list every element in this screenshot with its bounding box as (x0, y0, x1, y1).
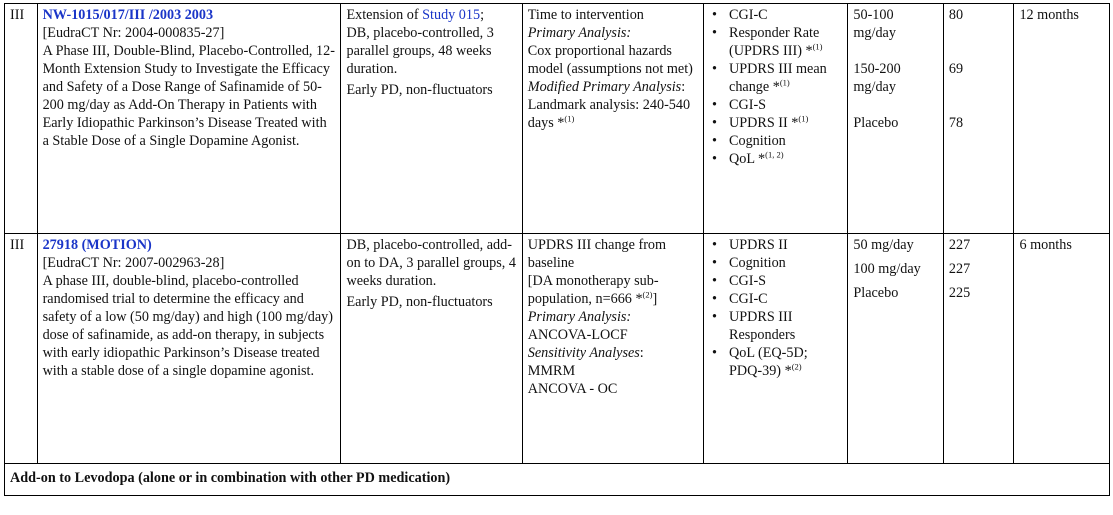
study-title: A phase III, double-blind, placebo-controlled randomised trial to determine the efficacy and safety of a low (50 mg/day) and high (100 mg/day) dose of safinamide, as add-on therapy, in subjects with early idiopathic Parkinson’s Disease treated with a stable dose of a single dopamine agonist. (42, 273, 333, 379)
footnote-ref: (1) (564, 113, 575, 124)
list-item: • UPDRS III Responders (709, 308, 842, 344)
study-reference-link[interactable]: Study 015 (422, 7, 481, 23)
secondary-endpoints-list (709, 6, 842, 168)
list-item: • Cognition (709, 132, 842, 150)
dose-value: 50 mg/day (853, 237, 914, 253)
primary-endpoint-cell (522, 4, 703, 234)
design-suffix: ; (480, 7, 485, 23)
duration-cell: 12 months (1014, 4, 1110, 234)
study-title: A Phase III, Double-Blind, Placebo-Controlled, 12-Month Extension Study to Investigate the Efficacy and Safety of a Dose Range of Safinamide of 50-200 mg/day as Add-On Therapy in Patients with Early Idiopathic Parkinson’s Disease Treated with a Stable Dose of a Single Dopamine Agonist. (42, 43, 335, 149)
list-item: • CGI-S (709, 272, 842, 290)
table-row (5, 4, 1110, 234)
list-item: • QoL (EQ-5D; PDQ-39) *$^{(2)}$ (709, 344, 842, 380)
dose-cell (848, 4, 944, 234)
dose-value: 50-100 mg/day (853, 7, 896, 41)
list-item: • CGI-S (709, 96, 842, 114)
modified-analysis-label: Modified Primary Analysis (527, 79, 682, 95)
list-item: • CGI-C (709, 6, 842, 24)
list-item: • UPDRS II *$^{(1)}$ (709, 114, 842, 132)
n-value: 227 (948, 237, 971, 253)
clinical-studies-table (4, 3, 1110, 496)
n-cell (943, 4, 1014, 234)
primary-analysis-label: Primary Analysis: (527, 25, 632, 41)
primary-analysis-text: Cox proportional hazards model (assumptions not met) (527, 43, 693, 77)
design-cell (341, 4, 522, 234)
n-value: 225 (948, 285, 971, 301)
table-row (5, 464, 1110, 496)
secondary-endpoints-cell (704, 4, 848, 234)
dose-value: 100 mg/day (853, 261, 921, 277)
list-item: • Cognition (709, 254, 842, 272)
table-row (5, 234, 1110, 464)
eudract-number: [EudraCT Nr: 2004-000835-27] (42, 25, 225, 41)
modified-analysis-colon: : (681, 79, 686, 95)
primary-endpoint: Time to intervention (527, 7, 644, 23)
n-value: 227 (948, 261, 971, 277)
secondary-endpoints-cell (704, 234, 848, 464)
list-item: • Responder Rate (UPDRS III) *$^{(1)}$ (709, 24, 842, 60)
phase-cell: III (5, 4, 38, 234)
n-cell (943, 234, 1014, 464)
dose-cell (848, 234, 944, 464)
phase-cell: III (5, 234, 38, 464)
modified-analysis-text: Landmark analysis: 240-540 days * (527, 97, 691, 131)
n-value: 69 (948, 61, 964, 77)
list-item: • CGI-C (709, 290, 842, 308)
design-prefix: Extension of (346, 7, 423, 23)
footnote-ref: (2) (642, 289, 653, 300)
eudract-number: [EudraCT Nr: 2007-002963-28] (42, 255, 225, 271)
study-id-link[interactable]: 27918 (MOTION) (42, 237, 152, 253)
dose-value: 150-200 mg/day (853, 61, 901, 95)
list-item: • UPDRS III mean change *$^{(1)}$ (709, 60, 842, 96)
population-text: Early PD, non-fluctuators (346, 82, 493, 98)
dose-value: Placebo (853, 285, 899, 301)
list-item: • UPDRS II (709, 236, 842, 254)
list-item: • QoL *$^{(1, 2)}$ (709, 150, 842, 168)
design-cell (341, 234, 522, 464)
n-value: 80 (948, 7, 964, 23)
section-heading: Add-on to Levodopa (alone or in combination with other PD medication) (5, 464, 1110, 496)
primary-analysis-text: ANCOVA-LOCF (527, 327, 628, 343)
study-cell (37, 4, 341, 234)
sensitivity-text: ANCOVA - OC (527, 381, 618, 397)
duration-cell: 6 months (1014, 234, 1110, 464)
sensitivity-text: MMRM (527, 363, 576, 379)
subpopulation-end: ] (652, 291, 658, 307)
population-text: Early PD, non-fluctuators (346, 294, 493, 310)
sensitivity-colon: : (639, 345, 644, 361)
primary-endpoint-cell (522, 234, 703, 464)
design-description: DB, placebo-controlled, add-on to DA, 3 parallel groups, 4 weeks duration. (346, 237, 516, 289)
study-id-link[interactable]: NW-1015/017/III /2003 2003 (42, 7, 214, 23)
secondary-endpoints-list (709, 236, 842, 380)
dose-value: Placebo (853, 115, 899, 131)
sensitivity-label: Sensitivity Analyses (527, 345, 640, 361)
primary-endpoint: UPDRS III change from baseline (527, 237, 667, 271)
study-cell (37, 234, 341, 464)
design-description: DB, placebo-controlled, 3 parallel groups, 48 weeks duration. (346, 25, 494, 77)
n-value: 78 (948, 115, 964, 131)
subpopulation-text: [DA monotherapy sub-population, n=666 * (527, 273, 659, 307)
primary-analysis-label: Primary Analysis: (527, 309, 632, 325)
